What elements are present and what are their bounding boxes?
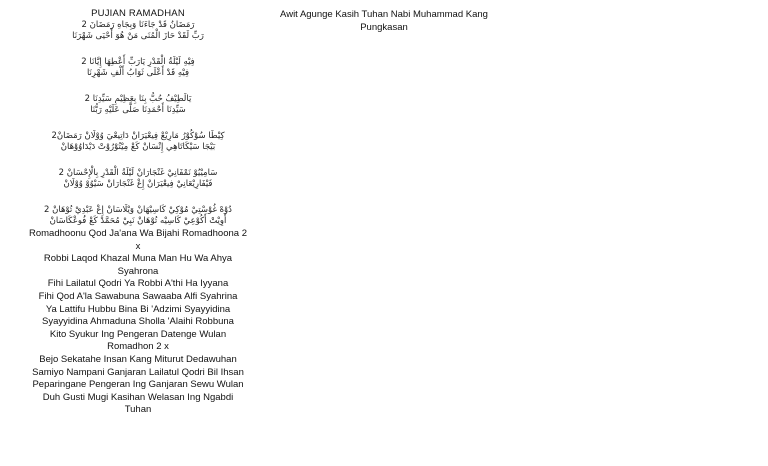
- arabic-stanza-6: [18, 205, 258, 227]
- latin-line: Robbi Laqod Khazal Muna Man Hu Wa Ahya: [43, 253, 233, 265]
- latin-line: Syayyidina Ahmaduna Sholla 'Alaihi Robbuna: [42, 316, 234, 328]
- latin-line: Syahrona: [117, 265, 159, 277]
- arabic-stanza-4: [18, 131, 258, 153]
- latin-line: Fihi Lailatul Qodri Ya Robbi A'thi Ha Iyyana: [47, 278, 229, 290]
- arabic-line: سَيِّدِنَا أَحْمَدِنَا صَلَّى عَلَيْهِ رَبُّنَا: [90, 105, 186, 115]
- arabic-line: أَوِيْتْ أَكُوْعِيْ كَاسِيْه تُوْهَانْ نَبِيْ مُحَمَّدْ كَعْ فُوعْكَاسَانْ: [49, 216, 227, 226]
- arabic-line: بَيْجَا سَيْكَاتَاهِي إِنْسَانْ كَعْ مِيْتُوْرُوْتْ دَيْدَاوُوْهَانْ: [60, 142, 216, 152]
- arabic-stanza-3: [18, 94, 258, 116]
- arabic-line: فَيْفَارِيْعَانِيْ فِيعْيَرَانْ إِعْ غَنْجَارَانْ سَيْوُوْ وُوْلَانْ: [63, 179, 213, 189]
- latin-line: Tuhan: [124, 404, 152, 416]
- latin-line: Kito Syukur Ing Pengeran Datenge Wulan: [49, 328, 227, 340]
- arabic-stanza-1: [18, 20, 258, 42]
- latin-line: Duh Gusti Mugi Kasihan Welasan Ing Ngabdi: [42, 391, 234, 403]
- right-title-line: Awit Agunge Kasih Tuhan Nabi Muhammad Kang: [280, 9, 488, 20]
- arabic-line: رَمَضَانُ قَدْ جَاءَنَا وَبِجَاهِ رَمَضَانَ 2: [81, 20, 195, 30]
- arabic-line: سَامِيْيُوْ نَمْفَانِيْ غَنْجَارَانْ لَيْلَةُ الْقَدْرِ بِالْإِحْسَانْ 2: [58, 168, 218, 178]
- arabic-stanza-2: [18, 57, 258, 79]
- latin-line: Romadhon 2 x: [107, 341, 169, 353]
- arabic-line: دُوْهْ غُوْسْتِيْ مُوْكِيْ كَاسِيْهَانْ وَيْلَاسَانْ إِعْ عَبْدِيْ تُوْهَانْ 2: [44, 205, 232, 215]
- arabic-line: رَبِّ لَقَدْ حَازَ الْمُنَى مَنْ هُوَ أَحْيَى شَهْرَنَا: [72, 31, 204, 41]
- latin-line: Romadhoonu Qod Ja'ana Wa Bijahi Romadhoona 2: [29, 228, 247, 239]
- arabic-line: كِيْطَا سُوْكُوْرُ مَارِيْعْ فِيعْيَرَانْ دَاتِيعْيَ وُوْلَانْ رَمَضَانْ2: [51, 131, 225, 141]
- arabic-line: فِيْهِ قَدْ أَعْلَى ثَوَابُ أَلْفِ شَهْرِنَا: [86, 68, 190, 78]
- arabic-line: فِيْهِ لَيْلَةُ الْقَدْرِ يَارَبِّ أَعْطِهَا إِيَّانَا 2: [81, 57, 195, 67]
- latin-line: Ya Lattifu Hubbu Bina Bi 'Adzimi Syayyidina: [45, 303, 231, 315]
- latin-line: Peparingane Pengeran Ing Ganjaran Sewu Wulan: [32, 379, 244, 391]
- latin-line: x: [135, 240, 141, 252]
- right-column: [268, 8, 500, 34]
- latin-line: Fihi Qod A'la Sawabuna Sawaaba Alfi Syahrina: [38, 290, 238, 302]
- arabic-stanza-5: [18, 168, 258, 190]
- latin-transliteration: [18, 228, 258, 417]
- latin-line: Bejo Sekatahe Insan Kang Miturut Dedawuhan: [39, 353, 237, 365]
- right-title-line: Pungkasan: [360, 22, 408, 33]
- arabic-line: يَالَطِيْفُ حُبُّ بِنَا بِعَظِيْمِ سَيِّدِنَا 2: [84, 94, 192, 104]
- page-title: PUJIAN RAMADHAN: [91, 8, 185, 19]
- latin-line: Samiyo Nampani Ganjaran Lailatul Qodri Bil Ihsan: [32, 366, 244, 378]
- left-column: [18, 8, 258, 417]
